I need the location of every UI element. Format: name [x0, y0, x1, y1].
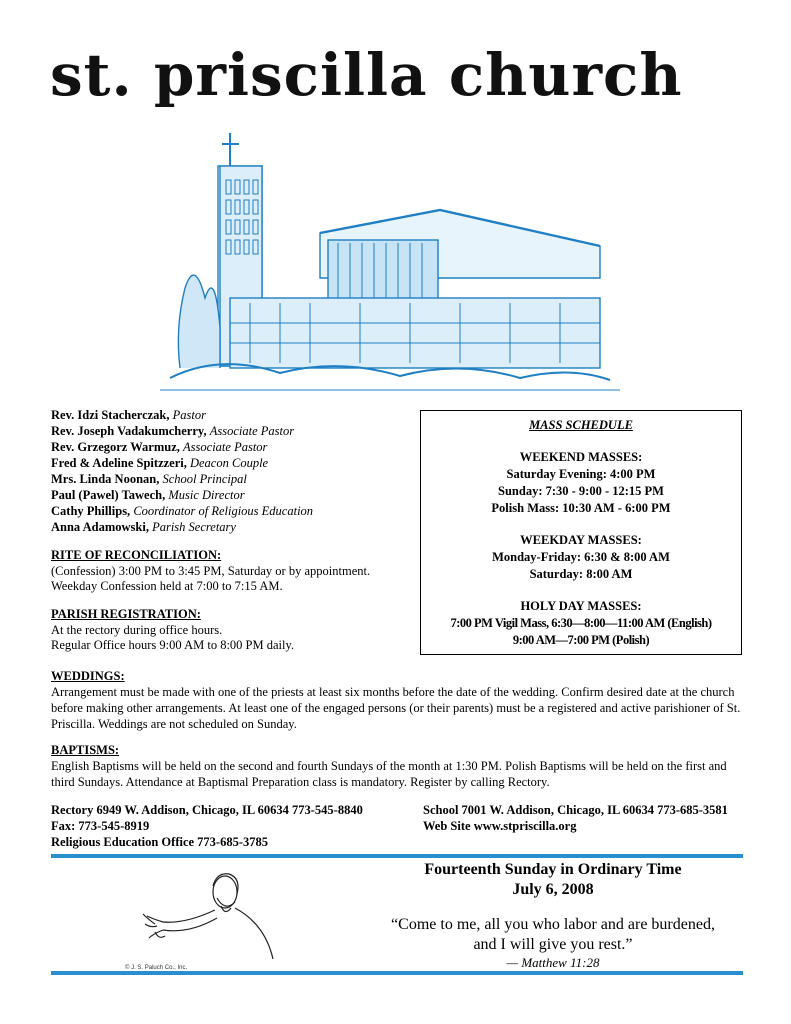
- weekday-masses: [421, 532, 741, 583]
- registration-section: [51, 607, 421, 654]
- staff-name: Anna Adamowski,: [51, 520, 149, 534]
- reconciliation-heading: RITE OF RECONCILIATION:: [51, 548, 222, 562]
- mass-line: Saturday: 8:00 AM: [529, 567, 633, 581]
- weddings-section: [51, 668, 743, 732]
- mass-line: 7:00 PM Vigil Mass, 6:30—8:00—11:00 AM (English): [450, 616, 712, 630]
- baptisms-text: English Baptisms will be held on the second and fourth Sundays of the month at 1:30 PM. Polish Baptisms will be held on the first and third Sundays. Attendance at Baptismal Preparation class is mandatory. Register by calling Rectory.: [51, 759, 727, 789]
- parish-contacts: [51, 802, 411, 850]
- staff-name: Rev. Joseph Vadakumcherry,: [51, 424, 207, 438]
- staff-row: [51, 423, 421, 439]
- weddings-heading: WEDDINGS:: [51, 669, 125, 683]
- staff-row: [51, 439, 421, 455]
- reconciliation-section: [51, 548, 421, 595]
- staff-role: Deacon Couple: [189, 456, 269, 470]
- holy-day-masses: [421, 598, 741, 649]
- divider-top: [51, 854, 743, 858]
- weddings-text: Arrangement must be made with one of the priests at least six months before the date of the wedding. Confirm desired date at the church before making other arrangements. At least one of the engaged persons (or their parents) must be a registered and active parishioner of St. Priscilla. Weddings are not scheduled on Sunday.: [51, 685, 741, 731]
- staff-directory: [51, 407, 421, 535]
- weekend-heading: WEEKEND MASSES:: [519, 450, 643, 464]
- staff-row: [51, 503, 421, 519]
- baptisms-section: [51, 742, 743, 790]
- staff-row: [51, 487, 421, 503]
- mass-line: Monday-Friday: 6:30 & 8:00 AM: [492, 550, 670, 564]
- jesus-illustration: [125, 864, 275, 974]
- registration-line: At the rectory during office hours.: [51, 622, 223, 637]
- scripture-citation: — Matthew 11:28: [506, 955, 600, 970]
- staff-role: Associate Pastor: [183, 440, 268, 454]
- mass-line: Polish Mass: 10:30 AM - 6:00 PM: [491, 501, 671, 515]
- rectory-contact: Rectory 6949 W. Addison, Chicago, IL 60634 773-545-8840: [51, 803, 363, 817]
- staff-row: [51, 455, 421, 471]
- registration-line: Regular Office hours 9:00 AM to 8:00 PM daily.: [51, 638, 295, 652]
- reconciliation-line: (Confession) 3:00 PM to 3:45 PM, Saturday or by appointment.: [51, 563, 371, 578]
- holy-heading: HOLY DAY MASSES:: [520, 599, 642, 613]
- staff-role: Parish Secretary: [152, 520, 236, 534]
- staff-name: Rev. Grzegorz Warmuz,: [51, 440, 180, 454]
- staff-row: [51, 471, 421, 487]
- mass-line: Saturday Evening: 4:00 PM: [506, 467, 656, 481]
- staff-role: Music Director: [168, 488, 245, 502]
- staff-row: [51, 407, 421, 423]
- weekday-heading: WEEKDAY MASSES:: [520, 533, 642, 547]
- staff-name: Mrs. Linda Noonan,: [51, 472, 160, 486]
- staff-name: Cathy Phillips,: [51, 504, 131, 518]
- staff-name: Rev. Idzi Stacherczak,: [51, 408, 170, 422]
- sunday-feature: [388, 860, 718, 971]
- staff-role: Coordinator of Religious Education: [133, 504, 314, 518]
- mass-line: 9:00 AM—7:00 PM (Polish): [512, 633, 650, 647]
- school-contact: School 7001 W. Addison, Chicago, IL 60634 773-685-3581: [423, 803, 728, 817]
- scripture-quote-line: “Come to me, all you who labor and are burdened,: [391, 916, 715, 933]
- mass-line: Sunday: 7:30 - 9:00 - 12:15 PM: [498, 484, 664, 498]
- religious-ed-contact: Religious Education Office 773-685-3785: [51, 835, 269, 849]
- divider-bottom: [51, 971, 743, 975]
- staff-row: [51, 519, 421, 535]
- staff-name: Paul (Pawel) Tawech,: [51, 488, 166, 502]
- weekend-masses: [421, 449, 741, 517]
- staff-role: School Principal: [162, 472, 247, 486]
- reconciliation-line: Weekday Confession held at 7:00 to 7:15 AM.: [51, 579, 283, 593]
- staff-name: Fred & Adeline Spitzzeri,: [51, 456, 187, 470]
- sunday-title: Fourteenth Sunday in Ordinary Time: [424, 861, 682, 878]
- website-link[interactable]: Web Site www.stpriscilla.org: [423, 819, 577, 833]
- mass-schedule-box: [420, 410, 742, 655]
- church-illustration: [160, 128, 620, 400]
- sunday-date: July 6, 2008: [512, 881, 594, 898]
- fax-contact: Fax: 773-545-8919: [51, 819, 150, 833]
- baptisms-heading: BAPTISMS:: [51, 743, 120, 757]
- mass-schedule-title: MASS SCHEDULE: [529, 418, 633, 432]
- registration-heading: PARISH REGISTRATION:: [51, 607, 201, 621]
- school-contacts: [423, 802, 743, 834]
- staff-role: Associate Pastor: [209, 424, 295, 438]
- scripture-quote-line: and I will give you rest.”: [473, 936, 633, 953]
- page-title: st. priscilla church: [50, 41, 683, 109]
- staff-role: Pastor: [172, 408, 206, 422]
- art-credit: © J. S. Paluch Co., Inc.: [125, 965, 188, 971]
